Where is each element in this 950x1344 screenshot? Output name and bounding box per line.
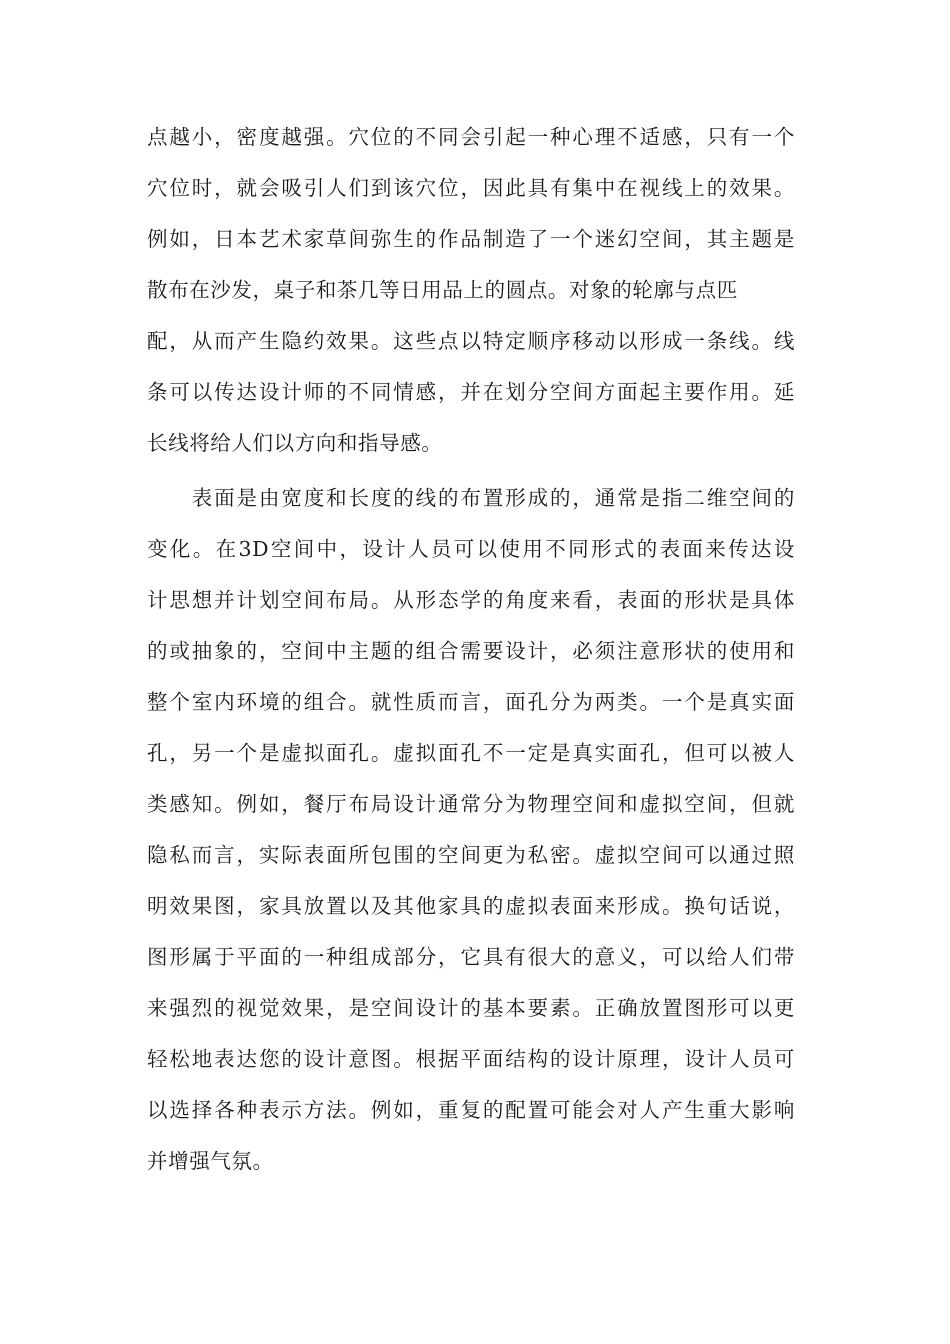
text-line: 例如，日本艺术家草间弥生的作品制造了一个迷幻空间，其主题是	[147, 227, 795, 251]
text-line: 表面是由宽度和长度的线的布置形成的，通常是指二维空间的	[147, 486, 795, 510]
text-line: 隐私而言，实际表面所包围的空间更为私密。虚拟空间可以通过照	[147, 843, 795, 867]
text-line: 类感知。例如，餐厅布局设计通常分为物理空间和虚拟空间，但就	[147, 792, 795, 816]
text-line: 以选择各种表示方法。例如，重复的配置可能会对人产生重大影响	[147, 1098, 795, 1122]
text-line: 点越小，密度越强。穴位的不同会引起一种心理不适感，只有一个	[147, 125, 795, 149]
paragraph-surfaces	[147, 473, 795, 1187]
text-line: 长线将给人们以方向和指导感。	[147, 431, 443, 455]
text-line: 变化。在3D空间中，设计人员可以使用不同形式的表面来传达设	[147, 537, 795, 561]
text-line: 孔，另一个是虚拟面孔。虚拟面孔不一定是真实面孔，但可以被人	[147, 741, 795, 765]
text-line: 明效果图，家具放置以及其他家具的虚拟表面来形成。换句话说，	[147, 894, 795, 918]
text-line: 散布在沙发，桌子和茶几等日用品上的圆点。对象的轮廓与点匹	[147, 278, 738, 302]
paragraph-dots-and-lines	[147, 112, 795, 469]
text-line: 计思想并计划空间布局。从形态学的角度来看，表面的形状是具体	[147, 588, 795, 612]
text-line: 图形属于平面的一种组成部分，它具有很大的意义，可以给人们带	[147, 945, 795, 969]
text-line: 穴位时，就会吸引人们到该穴位，因此具有集中在视线上的效果。	[147, 176, 795, 200]
text-line: 轻松地表达您的设计意图。根据平面结构的设计原理，设计人员可	[147, 1047, 795, 1071]
text-line: 整个室内环境的组合。就性质而言，面孔分为两类。一个是真实面	[147, 690, 795, 714]
text-line: 来强烈的视觉效果，是空间设计的基本要素。正确放置图形可以更	[147, 996, 795, 1020]
text-line: 配，从而产生隐约效果。这些点以特定顺序移动以形成一条线。线	[147, 329, 795, 353]
text-line: 的或抽象的，空间中主题的组合需要设计，必须注意形状的使用和	[147, 639, 795, 663]
text-line: 条可以传达设计师的不同情感，并在划分空间方面起主要作用。延	[147, 380, 795, 404]
text-line: 并增强气氛。	[147, 1149, 274, 1173]
